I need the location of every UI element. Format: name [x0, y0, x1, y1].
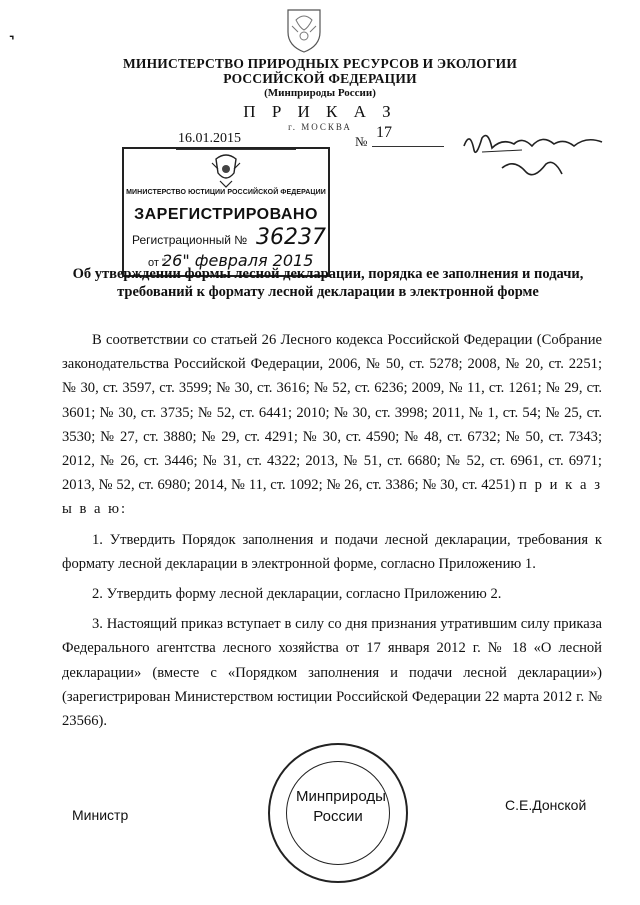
order-body: [62, 328, 602, 733]
subject-line2: требований к формату лесной декларации в электронной форме: [117, 284, 539, 300]
scan-mark: ˺: [8, 30, 16, 55]
coat-of-arms-icon: [208, 153, 244, 189]
order-number: 17: [376, 124, 392, 141]
seal-name: Минприроды России: [296, 788, 386, 825]
stamp-date-value: 26" февраля 2015: [162, 251, 314, 270]
official-seal: [268, 743, 408, 883]
subject-line1: Об утверждении формы лесной декларации, порядка ее заполнения и подачи,: [72, 266, 584, 282]
coat-of-arms-icon: [282, 6, 326, 54]
registration-stamp: [122, 147, 330, 277]
city: г. МОСКВА: [288, 122, 352, 132]
ministry-short-name: (Минприроды России): [264, 87, 376, 99]
order-date: 16.01.2015: [178, 131, 241, 146]
preamble-paragraph: [62, 328, 602, 522]
ministry-name-line2: РОССИЙСКОЙ ФЕДЕРАЦИИ: [223, 71, 417, 86]
stamp-status: ЗАРЕГИСТРИРОВАНО: [134, 206, 318, 223]
order-item-3: 3. Настоящий приказ вступает в силу со дня признания утратившим силу приказа Федерального агентства лесного хозяйства от 17 января 2012 г. № 18 «О лесной декларации» (вместе с «Порядком заполнения и подачи лесной декларации») (зарегистрирован Министерством юстиции Российской Федерации 22 марта 2012 г. № 23566).: [62, 616, 602, 730]
ministry-name-line1: МИНИСТЕРСТВО ПРИРОДНЫХ РЕСУРСОВ И ЭКОЛОГИИ: [122, 56, 518, 71]
number-sign: №: [355, 134, 368, 149]
signer-position: Министр: [72, 807, 129, 823]
number-underline: [372, 146, 444, 147]
order-item-2: 2. Утвердить форму лесной декларации, согласно Приложению 2.: [92, 586, 502, 603]
order-item-1: 1. Утвердить Порядок заполнения и подачи лесной декларации, требования к формату лесной декларации в электронной форме, согласно Приложению 1.: [62, 531, 602, 572]
order-verb: п р и к а з ы в а ю:: [62, 477, 602, 518]
stamp-date-prefix: от ": [148, 257, 166, 269]
stamp-department: МИНИСТЕРСТВО ЮСТИЦИИ РОССИЙСКОЙ ФЕДЕРАЦИИ: [126, 189, 326, 196]
signer-name: С.Е.Донской: [505, 797, 587, 813]
document-type: П Р И К А З: [243, 102, 397, 121]
stamp-reg-label: Регистрационный №: [132, 233, 248, 247]
preamble-text: В соответствии со статьей 26 Лесного кодекса Российской Федерации (Собрание законодательства Российской Федерации, 2006, № 50, ст. 5278; 2008, № 20, ст. 2251; № 30, ст. 3597, ст. 3599; № 30, ст. 3616; № 52, ст. 6236; 2009, № 11, ст. 1261; № 29, ст. 3601; № 30, ст. 3735; № 52, ст. 6441; 2010; № 30, ст. 3998; 2011, № 1, ст. 54; № 25, ст. 3530; № 27, ст. 3880; № 29, ст. 4291; № 30, ст. 4590; № 48, ст. 6732; № 50, ст. 7343; 2012, № 26, ст. 3446; № 31, ст. 4322; 2013, № 51, ст. 6680; № 52, ст. 6961, ст. 6971; 2013, № 52, ст. 6980; 2014, № 11, ст. 1092; № 26, ст. 3386; № 30, ст. 4251): [62, 332, 602, 494]
handwritten-resolution: [462, 128, 622, 198]
order-subject: [58, 265, 598, 301]
stamp-reg-number: 36237: [256, 225, 326, 250]
